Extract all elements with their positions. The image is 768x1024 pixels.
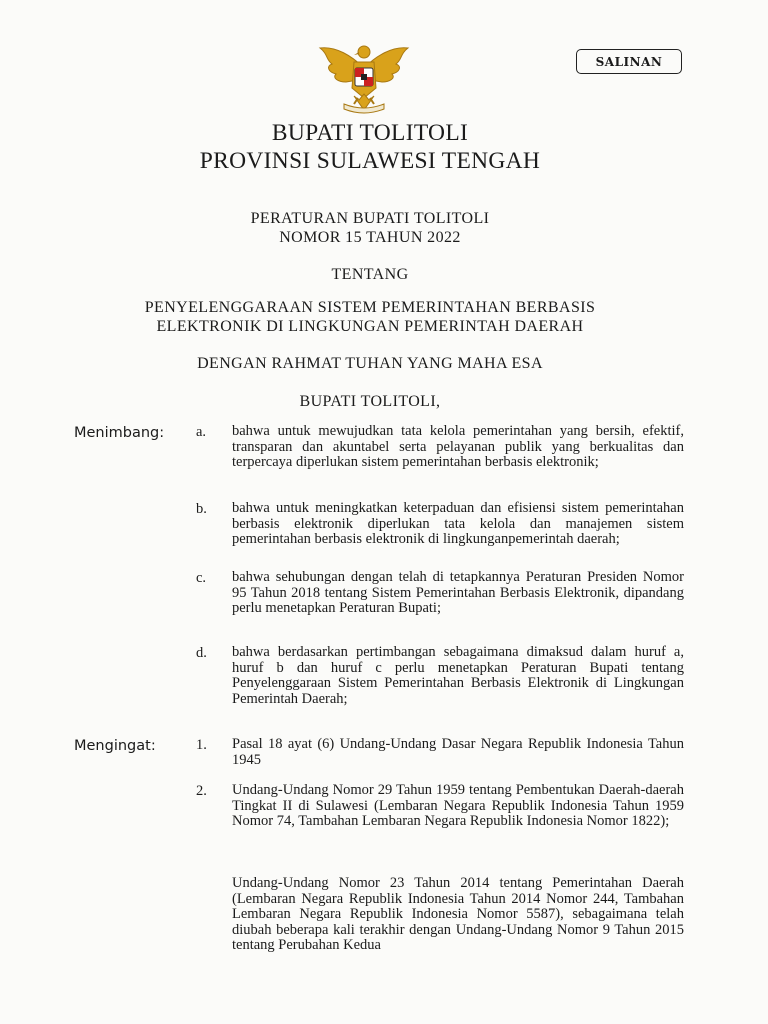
- regulation-title: PERATURAN BUPATI TOLITOLI: [250, 210, 490, 227]
- salinan-stamp: SALINAN: [576, 49, 682, 74]
- header-line-2: PROVINSI SULAWESI TENGAH: [199, 148, 541, 174]
- header-line-1: BUPATI TOLITOLI: [271, 120, 469, 146]
- regulation-authority: BUPATI TOLITOLI,: [299, 393, 441, 410]
- mengingat-label: Mengingat:: [74, 738, 156, 754]
- list-marker: 1.: [196, 737, 207, 753]
- regulation-number: NOMOR 15 TAHUN 2022: [279, 229, 461, 246]
- menimbang-item-text: bahwa berdasarkan pertimbangan sebagaimana dimaksud dalam huruf a, huruf b dan huruf c perlu menetapkan Peraturan Bupati tentang Penyelenggaraan Sistem Pemerintahan Berbasis Elektronik di Lingkungan Pemerintah Daerah;: [232, 644, 684, 707]
- list-marker: a.: [196, 424, 207, 440]
- menimbang-item-text: bahwa sehubungan dengan telah di tetapkannya Peraturan Presiden Nomor 95 Tahun 2018 tentang Sistem Pemerintahan Berbasis Elektronik, dipandang perlu menetapkan Peraturan Bupati;: [232, 569, 684, 616]
- mengingat-item-text: Pasal 18 ayat (6) Undang-Undang Dasar Negara Republik Indonesia Tahun 1945: [232, 736, 684, 768]
- regulation-subject-2: ELEKTRONIK DI LINGKUNGAN PEMERINTAH DAERAH: [156, 318, 584, 335]
- menimbang-label: Menimbang:: [74, 425, 165, 441]
- list-marker: 2.: [196, 783, 207, 799]
- regulation-subject-1: PENYELENGGARAAN SISTEM PEMERINTAHAN BERBASIS: [144, 299, 596, 316]
- list-marker: c.: [196, 570, 207, 586]
- mengingat-item-text: Undang-Undang Nomor 23 Tahun 2014 tentang Pemerintahan Daerah (Lembaran Negara Republik Indonesia Tahun 2014 Nomor 244, Tambahan Lembaran Negara Republik Indonesia Nomor 5587), sebagaimana telah diubah beberapa kali terakhir dengan Undang-Undang Nomor 9 Tahun 2015 tentang Perubahan Kedua: [232, 875, 684, 953]
- list-marker: b.: [196, 501, 207, 517]
- regulation-about: TENTANG: [331, 266, 409, 283]
- menimbang-item-text: bahwa untuk mewujudkan tata kelola pemerintahan yang bersih, efektif, transparan dan akuntabel serta pelayanan publik yang berkualitas dan terpercaya diperlukan sistem pemerintahan berbasis elektronik;: [232, 423, 684, 470]
- regulation-blessing: DENGAN RAHMAT TUHAN YANG MAHA ESA: [197, 355, 543, 372]
- mengingat-item-text: Undang-Undang Nomor 29 Tahun 1959 tentang Pembentukan Daerah-daerah Tingkat II di Sulawesi (Lembaran Negara Republik Indonesia Tahun 1959 Nomor 74, Tambahan Lembaran Negara Republik Indonesia Nomor 1822);: [232, 782, 684, 829]
- menimbang-item-text: bahwa untuk meningkatkan keterpaduan dan efisiensi sistem pemerintahan berbasis elektronik diperlukan tata kelola dan manajemen sistem pemerintahan berbasis elektronik di lingkunganpemerintah daerah;: [232, 500, 684, 547]
- list-marker: d.: [196, 645, 207, 661]
- garuda-emblem-icon: [314, 38, 414, 118]
